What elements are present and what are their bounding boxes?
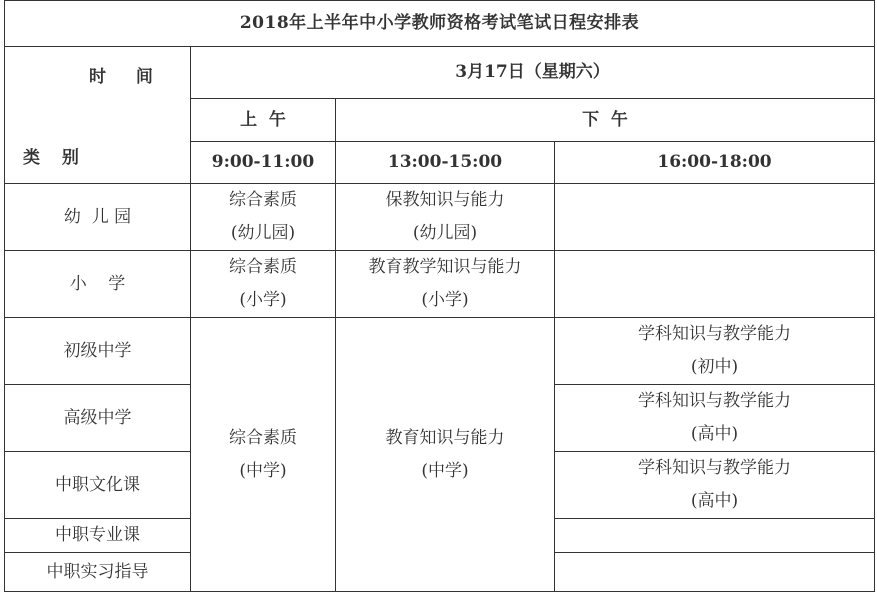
- subject-cell: [336, 184, 555, 251]
- subject-name: 保教知识与能力: [385, 190, 505, 210]
- table-row: [5, 184, 875, 251]
- subject-cell: [336, 251, 555, 318]
- category-label: 类 别: [23, 148, 87, 168]
- category-kindergarten: 幼 儿 园: [5, 184, 191, 251]
- subject-level: (中学): [421, 460, 469, 481]
- subject-cell: [191, 184, 336, 251]
- category-senior: 高级中学: [5, 385, 191, 452]
- subject-level: (小学): [239, 290, 287, 310]
- time-slot-afternoon-1: 13:00-15:00: [336, 142, 555, 184]
- secondary-merged-am-cell: [191, 318, 336, 592]
- subject-level: (高中): [690, 424, 739, 444]
- morning-label: 上 午: [191, 99, 336, 142]
- secondary-merged-pm-cell: [336, 318, 555, 592]
- subject-level: (中学): [239, 460, 287, 481]
- category-junior: 初级中学: [5, 318, 191, 385]
- empty-cell: [555, 553, 875, 592]
- exam-date: 3月17日（星期六）: [191, 47, 875, 99]
- corner-header-cell: [5, 47, 191, 184]
- time-slot-morning: 9:00-11:00: [191, 142, 336, 184]
- category-vocational-culture: 中职文化课: [5, 452, 191, 519]
- category-primary: 小 学: [5, 251, 191, 318]
- subject-level: (幼儿园): [230, 223, 296, 243]
- subject-name: 学科知识与教学能力: [638, 458, 791, 478]
- empty-cell: [555, 251, 875, 318]
- subject-name: 综合素质: [229, 427, 297, 448]
- date-row: [5, 47, 875, 99]
- subject-level: (幼儿园): [412, 223, 478, 243]
- subject-cell: [555, 452, 875, 519]
- subject-name: 综合素质: [229, 190, 297, 210]
- title-row: [5, 1, 875, 47]
- subject-cell: [555, 385, 875, 452]
- empty-cell: [555, 184, 875, 251]
- afternoon-label: 下 午: [336, 99, 875, 142]
- table-row: [5, 318, 875, 385]
- subject-cell: [555, 318, 875, 385]
- subject-level: (小学): [421, 290, 469, 310]
- exam-schedule-table: [4, 0, 875, 592]
- table-row: [5, 251, 875, 318]
- time-slot-afternoon-2: 16:00-18:00: [555, 142, 875, 184]
- subject-name: 综合素质: [229, 257, 297, 277]
- subject-cell: [191, 251, 336, 318]
- category-vocational-practice: 中职实习指导: [5, 553, 191, 592]
- category-vocational-major: 中职专业课: [5, 519, 191, 553]
- subject-name: 教育教学知识与能力: [368, 257, 522, 277]
- subject-name: 学科知识与教学能力: [638, 391, 791, 411]
- subject-level: (初中): [690, 357, 739, 377]
- subject-level: (高中): [690, 491, 739, 511]
- table-title: 2018年上半年中小学教师资格考试笔试日程安排表: [5, 1, 875, 47]
- subject-name: 教育知识与能力: [385, 427, 505, 448]
- subject-name: 学科知识与教学能力: [638, 324, 791, 344]
- empty-cell: [555, 519, 875, 553]
- time-label: 时 间: [89, 67, 165, 87]
